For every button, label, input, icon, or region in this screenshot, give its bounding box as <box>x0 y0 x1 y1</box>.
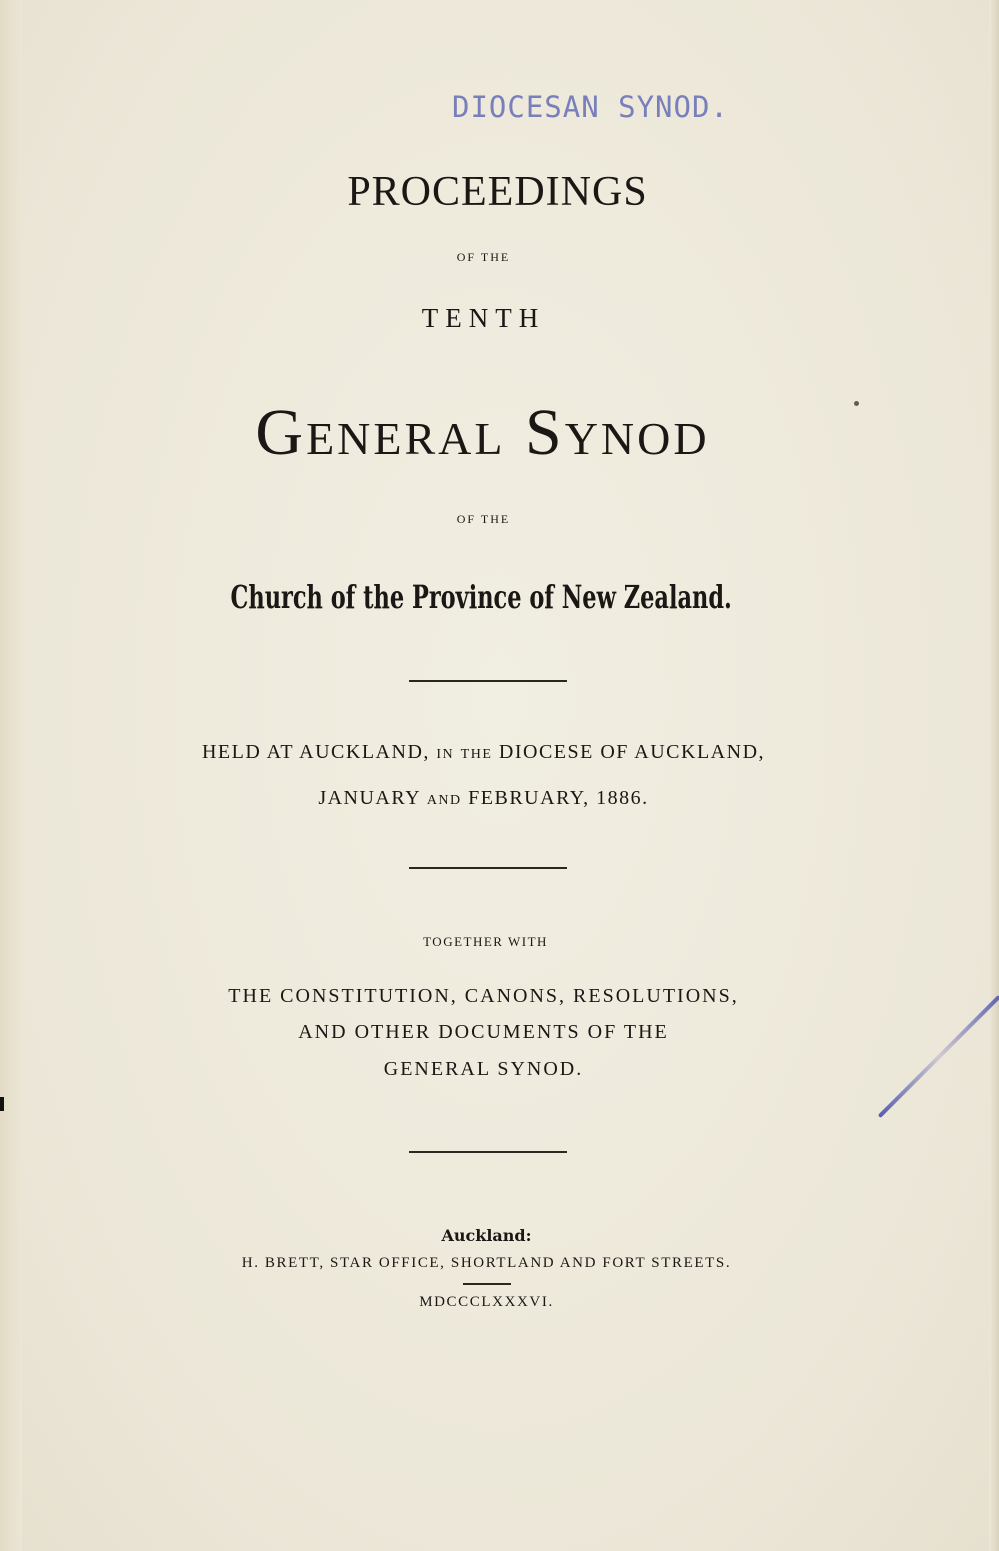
held-part-2: in the <box>436 741 493 763</box>
dates-part-2: and <box>426 787 462 809</box>
held-part-3: DIOCESE OF AUCKLAND, <box>492 741 766 763</box>
dates-line <box>0 787 983 810</box>
imprint-short-rule <box>463 1283 511 1285</box>
dates-part-1: JANUARY <box>318 787 427 809</box>
of-the-label-1: OF THE <box>456 250 511 264</box>
contents-line-1: THE CONSTITUTION, CANONS, RESOLUTIONS, <box>228 985 739 1007</box>
of-the-label-2: OF THE <box>456 512 511 526</box>
divider-rule-3 <box>409 1151 567 1153</box>
held-at-line <box>0 741 983 764</box>
foxing-spot <box>854 401 859 406</box>
imprint-publisher: H. BRETT, STAR OFFICE, SHORTLAND AND FORT STREETS. <box>241 1255 732 1271</box>
binding-mark <box>0 1097 4 1111</box>
title-proceedings: PROCEEDINGS <box>347 169 648 215</box>
ordinal-tenth: TENTH <box>421 303 546 333</box>
church-name-blackletter: Church of the Province of New Zealand. <box>230 578 732 616</box>
page-left-edge <box>0 0 22 1551</box>
dates-part-3: FEBRUARY, 1886. <box>461 787 649 809</box>
contents-line-3: GENERAL SYNOD. <box>383 1058 584 1080</box>
divider-rule-1 <box>409 680 567 682</box>
held-part-1: HELD AT AUCKLAND, <box>201 741 437 763</box>
blue-pen-mark <box>878 995 999 1118</box>
title-general-synod: General Synod <box>255 396 710 469</box>
imprint-year-roman: MDCCCLXXXVI. <box>419 1294 554 1310</box>
contents-line-2: AND OTHER DOCUMENTS OF THE <box>298 1021 669 1043</box>
imprint-place: Auckland: <box>441 1226 532 1245</box>
page-right-edge <box>989 0 999 1551</box>
together-with-label: TOGETHER WITH <box>423 934 548 949</box>
diocesan-synod-stamp: DIOCESAN SYNOD. <box>452 90 729 124</box>
divider-rule-2 <box>409 867 567 869</box>
